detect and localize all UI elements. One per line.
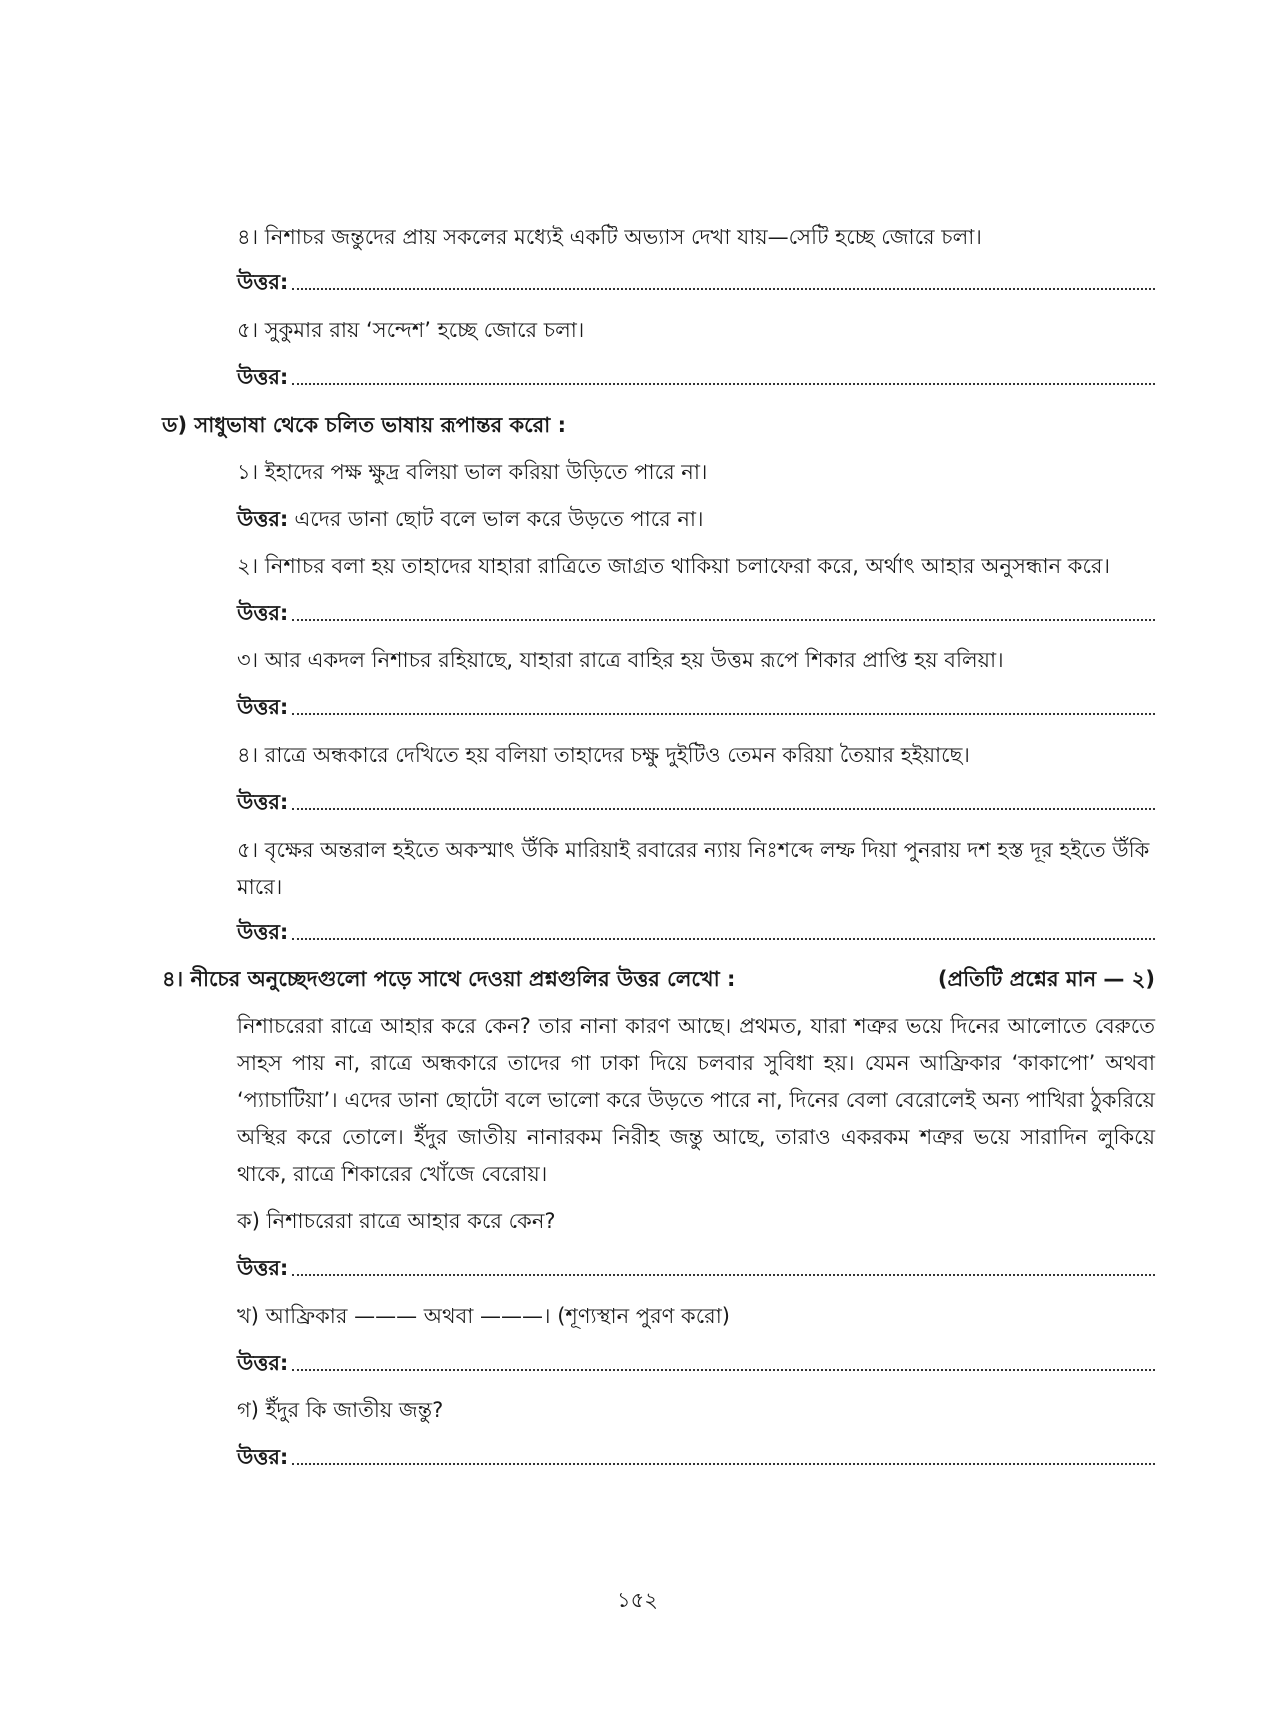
marks-note: (প্রতিটি প্রশ্নের মান — ২) xyxy=(937,967,1155,991)
answer-blank xyxy=(292,1369,1155,1371)
answer-blank xyxy=(292,288,1155,290)
answer-line[interactable] xyxy=(237,267,1155,297)
answer-blank xyxy=(292,383,1155,385)
answer-label: উত্তর: xyxy=(237,920,289,944)
answer-blank xyxy=(292,808,1155,810)
answer-blank xyxy=(292,938,1155,940)
answer-label: উত্তর: xyxy=(237,365,289,389)
answer-line[interactable] xyxy=(237,917,1155,947)
answer-label: উত্তর: xyxy=(237,1445,289,1469)
answer-label: উত্তর: xyxy=(237,601,289,625)
answer-label: উত্তর: xyxy=(237,790,289,814)
answer-line[interactable] xyxy=(237,1348,1155,1378)
answer-line[interactable] xyxy=(237,1253,1155,1283)
question-d-4: ৪। রাত্রে অন্ধকারে দেখিতে হয় বলিয়া তাহাদের চক্ষু দুইটিও তেমন করিয়া তৈয়ার হইয়াছে। xyxy=(237,743,970,767)
section-4-heading: ৪। নীচের অনুচ্ছেদগুলো পড়ে সাথে দেওয়া প্রশ্নগুলির উত্তর লেখো : xyxy=(162,967,736,991)
question-d-3: ৩। আর একদল নিশাচর রহিয়াছে, যাহারা রাত্রে বাহির হয় উত্তম রূপে শিকার প্রাপ্তি হয় বলিয়া। xyxy=(237,648,1004,672)
answer-line[interactable] xyxy=(237,692,1155,722)
passage-paragraph: নিশাচরেরা রাত্রে আহার করে কেন? তার নানা কারণ আছে। প্রথমত, যারা শত্রুর ভয়ে দিনের আলোতে বেরুতে সাহস পায় না, রাত্রে অন্ধকারে তাদের গা ঢাকা দিয়ে চলবার সুবিধা হয়। যেমন আফ্রিকার ‘কাকাপো’ অথবা ‘প্যাচাটিয়া’। এদের ডানা ছোটো বলে ভালো করে উড়তে পারে না, দিনের বেলা বেরোলেই অন্য পাখিরা ঠুকরিয়ে অস্থির করে তোলে। ইঁদুর জাতীয় নানারকম নিরীহ জন্তু আছে, তারাও একরকম শত্রুর ভয়ে সারাদিন লুকিয়ে থাকে, রাত্রে শিকারের খোঁজে বেরোয়। xyxy=(237,1014,1155,1186)
answer-label: উত্তর: xyxy=(237,695,289,719)
answer-text: এদের ডানা ছোট বলে ভাল করে উড়তে পারে না। xyxy=(294,507,704,531)
question-4-ka: ক) নিশাচরেরা রাত্রে আহার করে কেন? xyxy=(237,1209,556,1233)
answer-label: উত্তর: xyxy=(237,507,289,531)
answer-line[interactable] xyxy=(237,598,1155,628)
page-number: ১৫২ xyxy=(617,1588,658,1612)
question-d-1: ১। ইহাদের পক্ষ ক্ষুদ্র বলিয়া ভাল করিয়া উড়িতে পারে না। xyxy=(237,460,708,484)
answer-label: উত্তর: xyxy=(237,270,289,294)
section-d-heading: ড) সাধুভাষা থেকে চলিত ভাষায় রূপান্তর করো : xyxy=(162,413,566,437)
question-prev-5: ৫। সুকুমার রায় ‘সন্দেশ’ হচ্ছে জোরে চলা। xyxy=(237,318,585,342)
question-4-kha: খ) আফ্রিকার ——— অথবা ———। (শূণ্যস্থান পুরণ করো) xyxy=(237,1304,730,1328)
answer-line[interactable] xyxy=(237,1442,1155,1472)
answer-blank xyxy=(292,713,1155,715)
answer-label: উত্তর: xyxy=(237,1351,289,1375)
answer-blank xyxy=(292,619,1155,621)
answer-label: উত্তর: xyxy=(237,1256,289,1280)
answer-blank xyxy=(292,1274,1155,1276)
answer-blank xyxy=(292,1463,1155,1465)
question-d-5: ৫। বৃক্ষের অন্তরাল হইতে অকস্মাৎ উঁকি মারিয়াই রবারের ন্যায় নিঃশব্দে লম্ফ দিয়া পুনরায় দশ হস্ত দূর হইতে উঁকি মারে। xyxy=(237,838,1150,899)
answer-line[interactable] xyxy=(237,362,1155,392)
question-4-ga: গ) ইঁদুর কি জাতীয় জন্তু? xyxy=(237,1398,444,1422)
question-prev-4: ৪। নিশাচর জন্তুদের প্রায় সকলের মধ্যেই একটি অভ্যাস দেখা যায়—সেটি হচ্ছে জোরে চলা। xyxy=(237,225,982,249)
answer-line-filled xyxy=(237,504,1155,534)
answer-line[interactable] xyxy=(237,787,1155,817)
question-d-2: ২। নিশাচর বলা হয় তাহাদের যাহারা রাত্রিতে জাগ্রত থাকিয়া চলাফেরা করে, অর্থাৎ আহার অনুসন্ধান করে। xyxy=(237,554,1110,578)
